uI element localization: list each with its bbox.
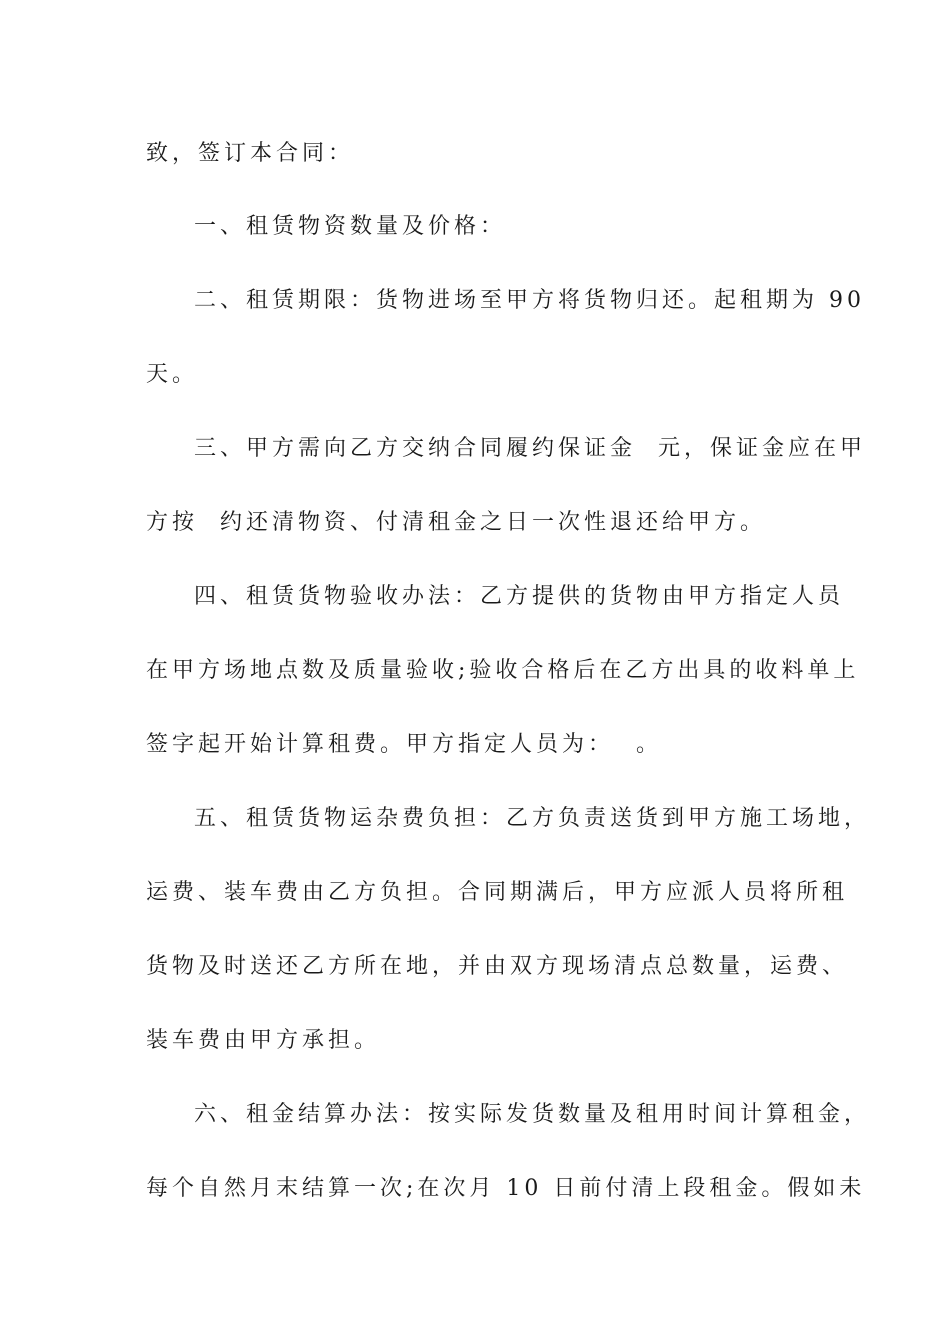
text-line: 装车费由甲方承担。	[146, 1028, 381, 1053]
text-line: 五、租赁货物运杂费负担：乙方负责送货到甲方施工场地，	[194, 806, 871, 831]
text-line: 一、租赁物资数量及价格：	[194, 214, 507, 239]
text-line: 每个自然月末结算一次;在次月 10 日前付清上段租金。假如未	[146, 1176, 866, 1201]
text-line: 四、租赁货物验收办法：乙方提供的货物由甲方指定人员	[194, 584, 845, 609]
text-line: 致，签订本合同：	[146, 141, 355, 166]
text-line: 运费、装车费由乙方负担。合同期满后，甲方应派人员将所租	[146, 880, 849, 905]
text-line: 签字起开始计算租费。甲方指定人员为： 。	[146, 732, 662, 757]
text-line: 二、租赁期限：货物进场至甲方将货物归还。起租期为 90	[194, 288, 865, 313]
text-line: 天。	[146, 362, 199, 387]
text-line: 三、甲方需向乙方交纳合同履约保证金 元，保证金应在甲	[194, 436, 866, 461]
text-line: 六、租金结算办法：按实际发货数量及租用时间计算租金，	[194, 1102, 871, 1127]
text-line: 货物及时送还乙方所在地，并由双方现场清点总数量，运费、	[146, 954, 849, 979]
text-line: 在甲方场地点数及质量验收;验收合格后在乙方出具的收料单上	[146, 658, 860, 683]
text-line: 方按 约还清物资、付清租金之日一次性退还给甲方。	[146, 510, 766, 535]
